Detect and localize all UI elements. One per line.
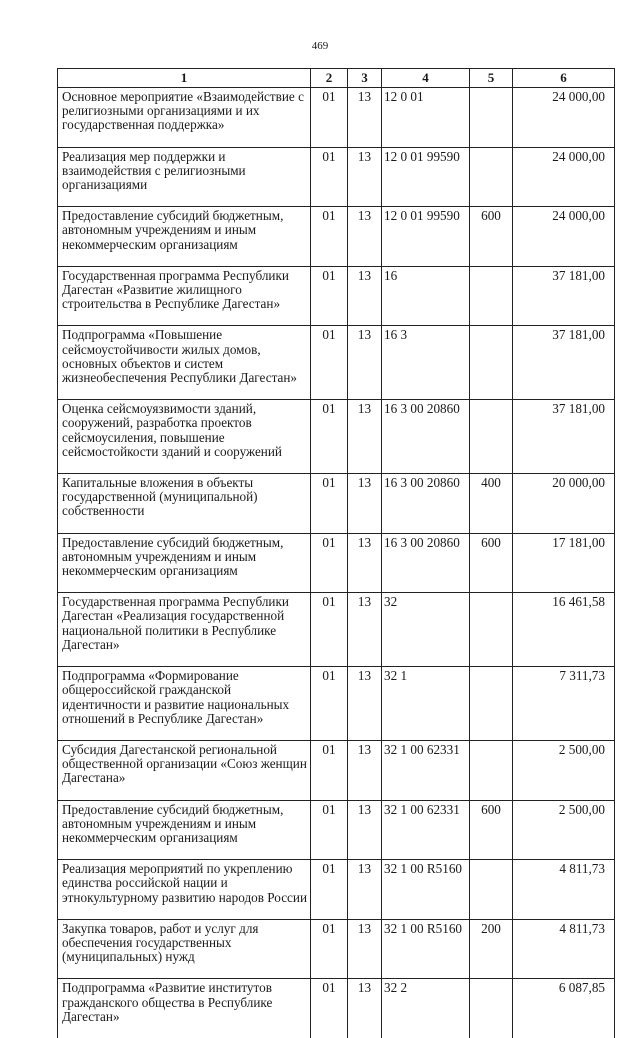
- row-target-item-cell: 16 3 00 20860: [382, 533, 470, 593]
- row-expense-type-cell: [470, 667, 513, 741]
- row-amount-cell: 37 181,00: [513, 400, 615, 474]
- row-target-item-cell: 32 1 00 62331: [382, 740, 470, 800]
- row-section-cell: 01: [311, 979, 348, 1038]
- row-section-cell: 01: [311, 740, 348, 800]
- table-row: [58, 667, 615, 741]
- row-amount-cell: 24 000,00: [513, 147, 615, 207]
- table-row: [58, 979, 615, 1038]
- table-row: [58, 147, 615, 207]
- row-amount-cell: 2 500,00: [513, 800, 615, 860]
- table-row: [58, 860, 615, 920]
- row-target-item-cell: 32 2: [382, 979, 470, 1038]
- table-row: [58, 740, 615, 800]
- row-amount-cell: 24 000,00: [513, 207, 615, 267]
- row-expense-type-cell: [470, 979, 513, 1038]
- table-row: [58, 400, 615, 474]
- row-name-cell: Оценка сейсмоуязвимости зданий, сооружений, разработка проектов сейсмоусиления, повышение сейсмостойкости зданий и сооружений: [58, 400, 311, 474]
- row-subsection-cell: 13: [348, 266, 382, 326]
- row-expense-type-cell: 600: [470, 800, 513, 860]
- table-row: [58, 326, 615, 400]
- header-col-6: 6: [513, 69, 615, 88]
- row-section-cell: 01: [311, 919, 348, 979]
- table-row: [58, 800, 615, 860]
- table-row: [58, 207, 615, 267]
- row-amount-cell: 4 811,73: [513, 860, 615, 920]
- header-col-3: 3: [348, 69, 382, 88]
- row-name-cell: Субсидия Дагестанской региональной общественной организации «Союз женщин Дагестана»: [58, 740, 311, 800]
- table-row: [58, 474, 615, 534]
- row-section-cell: 01: [311, 326, 348, 400]
- row-section-cell: 01: [311, 147, 348, 207]
- row-section-cell: 01: [311, 474, 348, 534]
- row-expense-type-cell: 400: [470, 474, 513, 534]
- row-expense-type-cell: [470, 593, 513, 667]
- row-expense-type-cell: 600: [470, 207, 513, 267]
- row-subsection-cell: 13: [348, 474, 382, 534]
- row-target-item-cell: 16 3 00 20860: [382, 474, 470, 534]
- table-row: [58, 533, 615, 593]
- row-name-cell: Реализация мер поддержки и взаимодействия с религиозными организациями: [58, 147, 311, 207]
- row-target-item-cell: 32 1 00 R5160: [382, 919, 470, 979]
- row-subsection-cell: 13: [348, 667, 382, 741]
- row-section-cell: 01: [311, 207, 348, 267]
- row-amount-cell: 2 500,00: [513, 740, 615, 800]
- row-target-item-cell: 16: [382, 266, 470, 326]
- row-section-cell: 01: [311, 860, 348, 920]
- table-body: [58, 88, 615, 1038]
- row-target-item-cell: 32 1: [382, 667, 470, 741]
- row-target-item-cell: 12 0 01 99590: [382, 207, 470, 267]
- row-target-item-cell: 16 3 00 20860: [382, 400, 470, 474]
- row-name-cell: Подпрограмма «Формирование общероссийской гражданской идентичности и развитие национальных отношений в Республике Дагестан»: [58, 667, 311, 741]
- row-subsection-cell: 13: [348, 147, 382, 207]
- row-name-cell: Государственная программа Республики Дагестан «Реализация государственной национальной политики в Республике Дагестан»: [58, 593, 311, 667]
- row-amount-cell: 24 000,00: [513, 88, 615, 148]
- row-subsection-cell: 13: [348, 533, 382, 593]
- row-subsection-cell: 13: [348, 88, 382, 148]
- header-col-5: 5: [470, 69, 513, 88]
- row-amount-cell: 17 181,00: [513, 533, 615, 593]
- row-section-cell: 01: [311, 667, 348, 741]
- row-expense-type-cell: [470, 147, 513, 207]
- row-expense-type-cell: [470, 740, 513, 800]
- row-section-cell: 01: [311, 400, 348, 474]
- row-name-cell: Закупка товаров, работ и услуг для обеспечения государственных (муниципальных) нужд: [58, 919, 311, 979]
- row-target-item-cell: 16 3: [382, 326, 470, 400]
- row-target-item-cell: 32 1 00 62331: [382, 800, 470, 860]
- row-expense-type-cell: 600: [470, 533, 513, 593]
- row-subsection-cell: 13: [348, 860, 382, 920]
- row-name-cell: Государственная программа Республики Дагестан «Развитие жилищного строительства в Республике Дагестан»: [58, 266, 311, 326]
- table-header: [58, 69, 615, 88]
- row-name-cell: Предоставление субсидий бюджетным, автономным учреждениям и иным некоммерческим организациям: [58, 533, 311, 593]
- row-subsection-cell: 13: [348, 919, 382, 979]
- row-subsection-cell: 13: [348, 800, 382, 860]
- row-subsection-cell: 13: [348, 400, 382, 474]
- row-section-cell: 01: [311, 88, 348, 148]
- row-name-cell: Подпрограмма «Повышение сейсмоустойчивости жилых домов, основных объектов и систем жизнеобеспечения Республики Дагестан»: [58, 326, 311, 400]
- row-name-cell: Капитальные вложения в объекты государственной (муниципальной) собственности: [58, 474, 311, 534]
- row-section-cell: 01: [311, 533, 348, 593]
- row-subsection-cell: 13: [348, 207, 382, 267]
- row-amount-cell: 7 311,73: [513, 667, 615, 741]
- row-target-item-cell: 32 1 00 R5160: [382, 860, 470, 920]
- table-row: [58, 88, 615, 148]
- row-expense-type-cell: [470, 400, 513, 474]
- row-section-cell: 01: [311, 266, 348, 326]
- row-expense-type-cell: [470, 88, 513, 148]
- header-row: [58, 69, 615, 88]
- row-name-cell: Подпрограмма «Развитие институтов гражданского общества в Республике Дагестан»: [58, 979, 311, 1038]
- row-target-item-cell: 32: [382, 593, 470, 667]
- header-col-4: 4: [382, 69, 470, 88]
- row-name-cell: Основное мероприятие «Взаимодействие с религиозными организациями и их государственная поддержка»: [58, 88, 311, 148]
- row-section-cell: 01: [311, 800, 348, 860]
- table-row: [58, 266, 615, 326]
- row-name-cell: Предоставление субсидий бюджетным, автономным учреждениям и иным некоммерческим организациям: [58, 800, 311, 860]
- row-target-item-cell: 12 0 01: [382, 88, 470, 148]
- row-name-cell: Реализация мероприятий по укреплению единства российской нации и этнокультурному развитию народов России: [58, 860, 311, 920]
- row-section-cell: 01: [311, 593, 348, 667]
- row-expense-type-cell: 200: [470, 919, 513, 979]
- row-amount-cell: 20 000,00: [513, 474, 615, 534]
- row-amount-cell: 6 087,85: [513, 979, 615, 1038]
- row-expense-type-cell: [470, 266, 513, 326]
- budget-table: [57, 68, 615, 1038]
- table-row: [58, 593, 615, 667]
- row-amount-cell: 37 181,00: [513, 326, 615, 400]
- table-row: [58, 919, 615, 979]
- header-col-1: 1: [58, 69, 311, 88]
- row-amount-cell: 4 811,73: [513, 919, 615, 979]
- row-subsection-cell: 13: [348, 326, 382, 400]
- row-subsection-cell: 13: [348, 740, 382, 800]
- row-amount-cell: 16 461,58: [513, 593, 615, 667]
- row-name-cell: Предоставление субсидий бюджетным, автономным учреждениям и иным некоммерческим организациям: [58, 207, 311, 267]
- header-col-2: 2: [311, 69, 348, 88]
- row-expense-type-cell: [470, 860, 513, 920]
- page-number: 469: [311, 40, 329, 52]
- row-expense-type-cell: [470, 326, 513, 400]
- row-subsection-cell: 13: [348, 979, 382, 1038]
- row-target-item-cell: 12 0 01 99590: [382, 147, 470, 207]
- row-subsection-cell: 13: [348, 593, 382, 667]
- row-amount-cell: 37 181,00: [513, 266, 615, 326]
